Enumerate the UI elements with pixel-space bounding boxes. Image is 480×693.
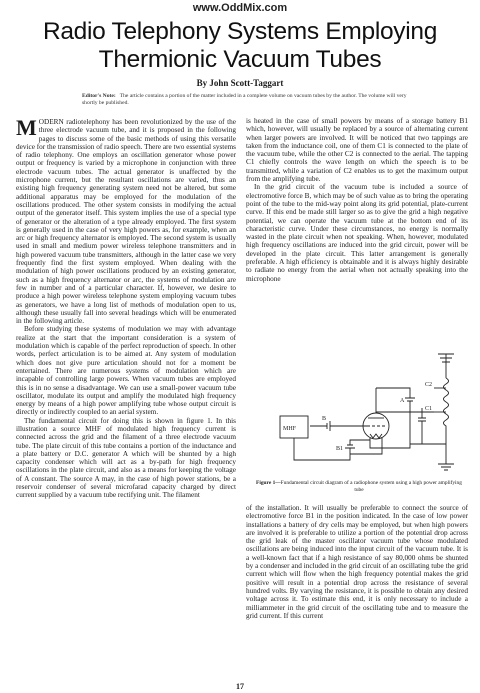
paragraph: of the installation. It will usually be preferable to connect the source of electromotive force B1 in the position indicated. In the case of low power installations a battery of dry cells may be employed, but when high powers are involved it is preferable to utilize a portion of the potential drop across the grid leak of the master oscillator vacuum tube whose modulated oscillations are being induced into the input circuit of the vacuum tube. It is a well-known fact that if a high resistance of say 80,000 ohms be shunted by a condenser and included in the grid circuit of an oscillating tube the grid current which will flow when the high frequency potential makes the grid positive will result in a potential drop across the resistance of several hundred volts. By varying the resistance, it is possible to obtain any desired voltage across it. To estimate this end, it is only necessary to include a milliammeter in the grid circuit of the oscillating tube and to measure the grid current. If this current	[246, 504, 468, 620]
label-a: A	[400, 398, 405, 404]
paragraph	[16, 118, 236, 325]
label-b: B	[322, 416, 327, 422]
paragraph: is heated in the case of small powers by means of a storage battery B1 which, however, will usually be replaced by a source of alternating current when larger powers are involved. It will be noticed that two tappings are taken from the inductance coil, one of them C1 is connected to the plate of the vacuum tube, while the other C2 is connected to the aerial. The tapping C1 chiefly controls the wave length on which the speech is to be transmitted, while a variation of C2 enables us to get the maximum output from the amplifying tube.	[246, 117, 468, 184]
caption-label: Figure 1—	[256, 480, 281, 486]
editor-note-text: The article contains a portion of the matter included in a complete volume on vacuum tubes by the author. The volume will very shortly be published.	[82, 93, 407, 106]
inductance-coil	[444, 378, 449, 458]
page-number: 17	[236, 682, 244, 691]
tube-filament	[370, 434, 382, 438]
aerial	[438, 354, 454, 378]
paragraph: The fundamental circuit for doing this is shown in figure 1. In this illustration a source MHF of modulated high frequency current is connected across the grid and the filament of a three electrode vacuum tube. The plate circuit of this tube contains a portion of the inductance and a plate battery or D.C. generator A which will be shunted by a high capacity condenser which will act as a by-path for high frequency oscillations in the plate circuit, and also as a means for keeping the voltage of A constant. The source A may, in the case of high power stations, be a reservoir condenser of several microfarad capacity charged by direct current supplied by a vacuum tube rectifying unit. The filament	[16, 416, 236, 500]
title-line-1: Radio Telephony Systems Employing	[42, 18, 438, 45]
filament-wire	[370, 438, 410, 448]
title-line-2: Thermionic Vacuum Tubes	[98, 46, 382, 73]
label-c2: C2	[425, 382, 433, 388]
editor-note-label: Editor's Note:	[82, 93, 116, 99]
paragraph-text: ODERN radiotelephony has been revolutionized by the use of the three electrode vacuum tube, and it is proposed in the following pages to discuss some of the basic methods of using this versatile device for the transmission of radio speech. There are two essential systems of radio telephony. One employs an oscillation generator whose power output or frequency is varied by a microphone in conjunction with three electrode vacuum tubes. The actual generator is unaffected by the microphone current, but the resultant oscillations are varied, thus an existing high frequency generating system need not be altered, but some additional apparatus may be employed for the modulation of the oscillations produced. The other system consists in modifying the actual output of the generator itself. This system implies the use of a special type of generator or the alteration of a type already employed. The first system is generally used in the case of very high powers as, for example, when an arc or high frequency alternator is employed. The second system is usually used in small and medium power wireless telephone transmitters and in high powered vacuum tube transmitters, although in the latter case we very frequently find the first system employed. When dealing with the modulation of high power oscillations produced by an existing generator, such as a high frequency alternator or arc, the systems of modulation are few in number and of a particular character. If, however, we desire to produce a high power wireless telephone system employing vacuum tubes as generators, we have a long list of methods of modulation open to us, although these usually fall into several headings which will be enumerated in the following article.	[16, 118, 236, 326]
drop-cap: M	[16, 118, 37, 140]
ground-symbol	[438, 458, 454, 470]
bypass-condenser	[418, 408, 426, 444]
editor-note	[82, 93, 412, 107]
paragraph: Before studying these systems of modulation we may with advantage realize at the start that the important consideration is a system of modulation which is capable of the perfect reproduction of speech. In other words, perfect articulation is to be aimed at. Any system of modulation which does not give pure articulation should not for a moment be entertained. There are numerous systems of modulation which are incapable of controlling large powers. When vacuum tubes are employed this is in no sense a disadvantage. We can use a small-power vacuum tube oscillator, modulate its output and amplify the modulated high frequency energy by means of a high power amplifying tube whose output circuit is directly or indirectly coupled to an aerial system.	[16, 325, 236, 417]
left-column	[16, 118, 236, 680]
watermark: www.OddMix.com	[192, 2, 288, 14]
filament-battery-b1	[345, 440, 370, 454]
circuit-diagram-svg	[250, 348, 466, 474]
circuit-diagram	[250, 348, 466, 474]
label-b1: B1	[336, 446, 344, 452]
label-mhf: MHF	[283, 426, 297, 432]
label-c1: C1	[425, 406, 433, 412]
caption-text: Fundamental circuit diagram of a radiophone system using a high power amplifying tube	[280, 480, 462, 493]
paragraph: In the grid circuit of the vacuum tube is included a source of electromotive force B, which may be of such value as to bring the operating point of the tube to the mid-way point along its grid potential, plate-current curve. If this end be made still larger so as to give the grid a high negative potential, we can operate the vacuum tube at the bottom end of its characteristic curve. Under these circumstances, no energy is normally wasted in the plate circuit when not speaking. When, however, modulated high frequency oscillations are induced into the grid circuit, power will be developed in the plate circuit. This latter arrangement is generally preferable. A high efficiency is obtainable and it is always highly desirable to radiate no energy from the aerial when not actually speaking into the microphone	[246, 183, 468, 283]
right-column-bottom	[246, 504, 468, 679]
plate-battery-a	[376, 388, 415, 444]
article-title	[6, 18, 474, 74]
grid-battery-b	[310, 421, 340, 431]
right-column-top	[246, 117, 468, 345]
byline: By John Scott-Taggart	[196, 78, 284, 88]
figure-caption	[256, 480, 462, 493]
